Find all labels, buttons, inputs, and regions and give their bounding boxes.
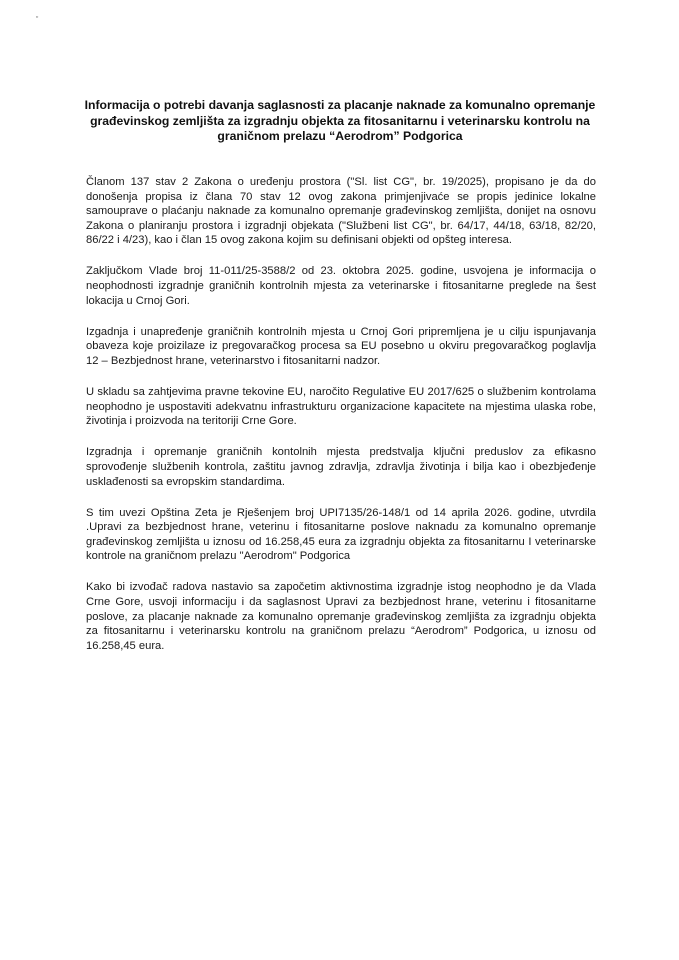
paragraph (86, 506, 596, 564)
paragraph-line: kontrole na graničnom prelazu "Aerodrom" Podgorica (86, 550, 351, 563)
paragraph-line: .Upravi za bezbjednost hrane, veterinu i fitosanitarne poslove naknadu za komunalno opremanje (86, 521, 596, 534)
paragraph-line: Članom 137 stav 2 Zakona o uređenju prostora ("Sl. list CG", br. 19/2025), propisano je da do (86, 176, 596, 188)
paragraph-line: lokacija u Crnoj Gori. (86, 294, 190, 307)
paragraph-line: za fitosanitarnu i veterinarsku kontrolu na graničnom prelazu “Aerodrom” Podgorica, u iznosu od (86, 625, 596, 638)
paragraph-line: građevinskog zemljišta u iznosu od 16.258,45 eura za izgradnju objekta za fitosanitarnu I veterinarske (86, 535, 596, 548)
document-title (80, 98, 600, 145)
title-line: građevinskog zemljišta za izgradnju objekta za fitosanitarnu i veterinarsku kontrolu na (90, 113, 590, 128)
paragraph (86, 264, 596, 308)
paragraph-line: Izgradnja i opremanje graničnih kontolnih mjesta predstvalja ključni preduslov za efikasno (86, 446, 596, 459)
paragraph (86, 385, 596, 429)
title-line: graničnom prelazu “Aerodrom” Podgorica (217, 129, 463, 143)
paragraph-line: donošenja propisa iz člana 70 stav 12 ovog zakona primjenjivaće se propis jedinice lokalne (86, 190, 596, 203)
paragraph-line: sprovođenje službenih kontrola, zaštitu javnog zdravlja, zdravlja životinja i bilja kao i obezbjeđenje (86, 460, 596, 473)
corner-mark: „ (36, 12, 39, 19)
paragraph-line: neophodno je uspostaviti adekvatnu infrastrukturu organizacione kapacitete na mjestima ulaska robe, (86, 400, 596, 413)
paragraph-line: Zaključkom Vlade broj 11-011/25-3588/2 od 23. oktobra 2025. godine, usvojena je informacija o (86, 265, 596, 278)
paragraph-line: usklađenosti sa evropskim standardima. (86, 475, 285, 488)
paragraph-line: neophodnosti izgradnje graničnih kontrolnih mjesta za veterinarske i fitosanitarne preglede na šest (86, 280, 596, 293)
paragraph-line: Izgadnja i unapređenje graničnih kontrolnih mjesta u Crnoj Gori pripremljena je u cilju ispunjavanja (86, 325, 596, 338)
paragraph (86, 325, 596, 369)
title-line: Informacija o potrebi davanja saglasnosti za placanje naknade za komunalno opremanje (84, 98, 596, 112)
paragraph (86, 175, 596, 248)
paragraph-line: Kako bi izvođač radova nastavio sa započetim aktivnostima izgradnje istog neophodno je da Vlada (86, 581, 596, 594)
paragraph-line: životinja i proizvoda na teritoriji Crne Gore. (86, 415, 297, 428)
paragraph-line: samouprave o plaćanju naknade za komunalno opremanje građevinskog zemljišta, donijet na osnovu (86, 205, 596, 218)
paragraph (86, 580, 596, 653)
paragraph-line: 12 – Bezbjednost hrane, veterinarstvo i fitosanitarni nadzor. (86, 354, 381, 367)
paragraph-line: U skladu sa zahtjevima pravne tekovine EU, naročito Regulative EU 2017/625 o službenim kontrolama (86, 386, 596, 399)
document-body (86, 175, 596, 670)
paragraph-line: Crne Gore, usvoji informaciju i da saglasnost Upravi za bezbjednost hrane, veterinu i fitosanitarne (86, 596, 596, 609)
paragraph-line: 86/22 i 4/23), kao i član 15 ovog zakona kojim su definisani objekti od opšteg interesa. (86, 234, 513, 247)
paragraph-line: poslove, za placanje naknade za komunalno opremanje građevinskog zemljišta za izgradnju objekta (86, 610, 596, 623)
paragraph-line: S tim uvezi Opština Zeta je Rješenjem broj UPI7135/26-148/1 od 14 aprila 2026. godine, utvrdila (86, 506, 596, 519)
paragraph (86, 445, 596, 489)
paragraph-line: 16.258,45 eura. (86, 639, 165, 652)
paragraph-line: obaveza koje proizilaze iz pregovaračkog procesa sa EU posebno u okviru pregovaračkog poglavlja (86, 340, 596, 353)
paragraph-line: Zakona o planiranju prostora i izgradnji objekata ("Službeni list CG", br. 64/17, 44/18, 63/18, 82/20, (86, 219, 596, 232)
